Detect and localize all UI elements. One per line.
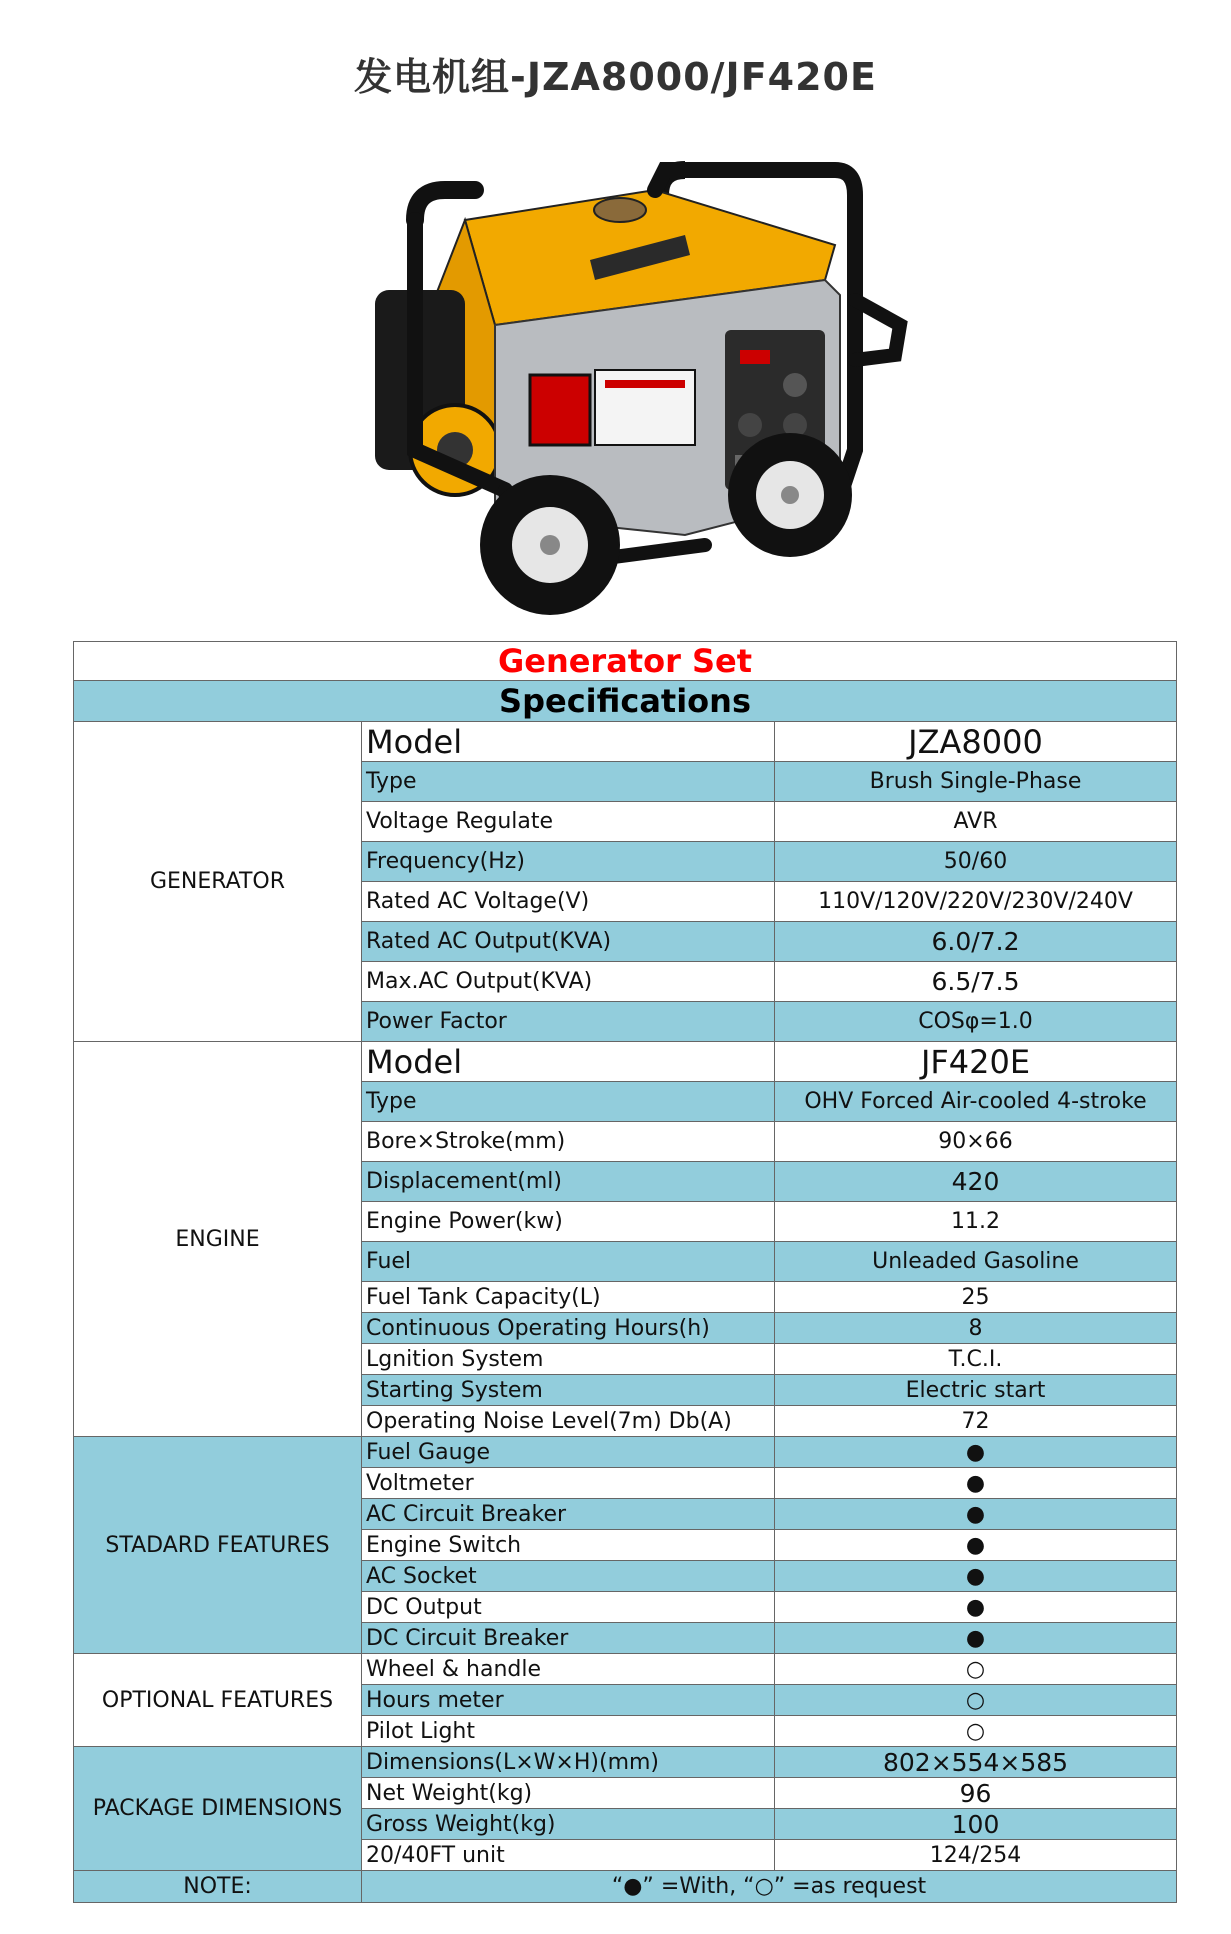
row-value: 90×66 <box>775 1122 1177 1162</box>
row-value: 802×554×585 <box>775 1747 1177 1778</box>
row-value: ● <box>775 1499 1177 1530</box>
row-label: Fuel <box>362 1242 775 1282</box>
row-value: 72 <box>775 1406 1177 1437</box>
row-label: Fuel Gauge <box>362 1437 775 1468</box>
page-title: 发电机组-JZA8000/JF420E <box>354 55 877 99</box>
row-label: Dimensions(L×W×H)(mm) <box>362 1747 775 1778</box>
row-label: AC Socket <box>362 1561 775 1592</box>
row-label: Type <box>362 762 775 802</box>
row-label: Starting System <box>362 1375 775 1406</box>
row-label: AC Circuit Breaker <box>362 1499 775 1530</box>
row-value: COSφ=1.0 <box>775 1002 1177 1042</box>
row-label: Engine Power(kw) <box>362 1202 775 1242</box>
row-value: 6.5/7.5 <box>775 962 1177 1002</box>
row-value: Electric start <box>775 1375 1177 1406</box>
section-label-optional-features: OPTIONAL FEATURES <box>74 1654 362 1747</box>
row-label: Model <box>362 1042 775 1082</box>
section-label-engine: ENGINE <box>74 1042 362 1437</box>
row-value: 110V/120V/220V/230V/240V <box>775 882 1177 922</box>
row-value: 96 <box>775 1778 1177 1809</box>
row-label: Frequency(Hz) <box>362 842 775 882</box>
row-label: Max.AC Output(KVA) <box>362 962 775 1002</box>
row-value: 8 <box>775 1313 1177 1344</box>
row-value: Unleaded Gasoline <box>775 1242 1177 1282</box>
row-value: 50/60 <box>775 842 1177 882</box>
row-label: Lgnition System <box>362 1344 775 1375</box>
row-value: ○ <box>775 1654 1177 1685</box>
row-value: T.C.I. <box>775 1344 1177 1375</box>
section-label-package-dimensions: PACKAGE DIMENSIONS <box>74 1747 362 1871</box>
row-value: AVR <box>775 802 1177 842</box>
specifications-table <box>73 641 1177 1903</box>
row-label: Bore×Stroke(mm) <box>362 1122 775 1162</box>
row-value: 25 <box>775 1282 1177 1313</box>
row-value: ● <box>775 1561 1177 1592</box>
row-label: 20/40FT unit <box>362 1840 775 1871</box>
row-label: Continuous Operating Hours(h) <box>362 1313 775 1344</box>
row-value: Brush Single-Phase <box>775 762 1177 802</box>
row-label: Hours meter <box>362 1685 775 1716</box>
row-label: Rated AC Voltage(V) <box>362 882 775 922</box>
row-label: Gross Weight(kg) <box>362 1809 775 1840</box>
row-label: Engine Switch <box>362 1530 775 1561</box>
row-value: 6.0/7.2 <box>775 922 1177 962</box>
row-value: 100 <box>775 1809 1177 1840</box>
row-value: ● <box>775 1468 1177 1499</box>
row-label: Power Factor <box>362 1002 775 1042</box>
row-label: Voltmeter <box>362 1468 775 1499</box>
row-label: Net Weight(kg) <box>362 1778 775 1809</box>
row-value: ○ <box>775 1716 1177 1747</box>
row-value: ○ <box>775 1685 1177 1716</box>
row-label: Displacement(ml) <box>362 1162 775 1202</box>
row-value: JZA8000 <box>775 722 1177 762</box>
note-label: NOTE: <box>74 1871 362 1903</box>
row-label: Rated AC Output(KVA) <box>362 922 775 962</box>
table-title: Generator Set <box>74 642 1177 681</box>
table-subtitle: Specifications <box>74 681 1177 722</box>
row-value: ● <box>775 1592 1177 1623</box>
row-value: OHV Forced Air-cooled 4-stroke <box>775 1082 1177 1122</box>
row-label: Wheel & handle <box>362 1654 775 1685</box>
row-label: Model <box>362 722 775 762</box>
row-label: Type <box>362 1082 775 1122</box>
generator-product-image <box>355 150 915 625</box>
note-text: “●” =With, “○” =as request <box>362 1871 1177 1903</box>
row-value: ● <box>775 1437 1177 1468</box>
row-value: ● <box>775 1530 1177 1561</box>
section-label-generator: GENERATOR <box>74 722 362 1042</box>
row-value: ● <box>775 1623 1177 1654</box>
row-value: 11.2 <box>775 1202 1177 1242</box>
section-label-standard-features: STADARD FEATURES <box>74 1437 362 1654</box>
row-label: Pilot Light <box>362 1716 775 1747</box>
row-label: DC Output <box>362 1592 775 1623</box>
row-value: 420 <box>775 1162 1177 1202</box>
row-label: Operating Noise Level(7m) Db(A) <box>362 1406 775 1437</box>
row-label: Fuel Tank Capacity(L) <box>362 1282 775 1313</box>
row-value: 124/254 <box>775 1840 1177 1871</box>
row-value: JF420E <box>775 1042 1177 1082</box>
row-label: Voltage Regulate <box>362 802 775 842</box>
row-label: DC Circuit Breaker <box>362 1623 775 1654</box>
